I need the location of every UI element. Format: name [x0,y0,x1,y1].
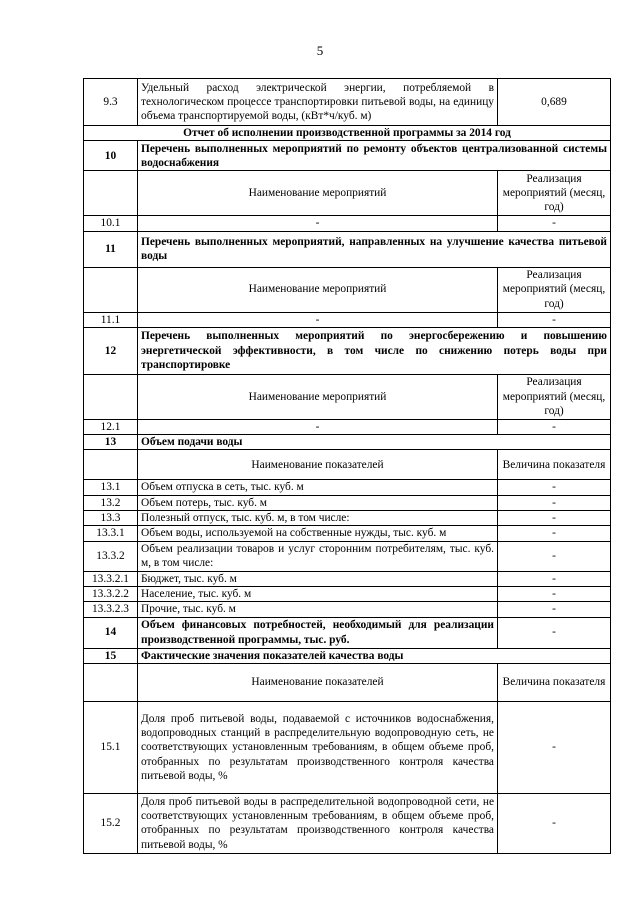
section-row [84,648,611,663]
row-number: 12.1 [84,419,138,434]
row-number: 11.1 [84,312,138,327]
table-row [84,480,611,495]
column-header-value: Реализация мероприятий (месяц, год) [498,374,611,419]
row-text: Доля проб питьевой воды в распределительной водопроводной сети, не соответствующих установленным требованиям, в общем объеме проб, отобранных по результатам производственного контроля качества питьевой воды, % [138,793,498,853]
row-value: - [498,571,611,586]
row-text: Доля проб питьевой воды, подаваемой с источников водоснабжения, водопроводных станций в распределительную водопроводную сеть, не соответствующих установленным требованиям, в общем объеме проб, отобранных по результатам производственного контроля качества питьевой воды, % [138,701,498,793]
row-text: - [138,312,498,327]
row-text: Население, тыс. куб. м [138,586,498,601]
row-value: - [498,793,611,853]
row-text: Прочие, тыс. куб. м [138,602,498,617]
column-header-value: Реализация мероприятий (месяц, год) [498,171,611,216]
column-header-name: Наименование показателей [138,663,498,701]
table-row [84,793,611,853]
row-value: - [498,495,611,510]
empty-cell [84,267,138,312]
row-number: 13.3.2.3 [84,602,138,617]
section-title: Фактические значения показателей качества воды [138,648,611,663]
header-row [84,267,611,312]
header-row [84,171,611,216]
row-value: - [498,480,611,495]
empty-cell [84,663,138,701]
row-number: 15.2 [84,793,138,853]
section-number: 11 [84,231,138,267]
row-value: - [498,586,611,601]
row-value: - [498,419,611,434]
section-number: 10 [84,141,138,171]
row-number: 13.3.1 [84,526,138,541]
table-row [84,419,611,434]
report-title: Отчет об исполнении производственной программы за 2014 год [84,126,611,141]
header-row [84,663,611,701]
table-row [84,511,611,526]
row-number: 13.3.2.1 [84,571,138,586]
row-number: 15.1 [84,701,138,793]
row-value: - [498,701,611,793]
row-value: - [498,526,611,541]
row-value: - [498,602,611,617]
row-value: 0,689 [498,79,611,126]
column-header-name: Наименование показателей [138,450,498,480]
row-text: Объем отпуска в сеть, тыс. куб. м [138,480,498,495]
section-title: Перечень выполненных мероприятий по энергосбережению и повышению энергетической эффективности, в том числе по снижению потерь воды при транспортировке [138,327,611,374]
row-value: - [498,541,611,571]
table-row [84,571,611,586]
section-title-row [84,126,611,141]
column-header-name: Наименование мероприятий [138,374,498,419]
program-report-table [83,78,611,854]
section-row [84,617,611,648]
column-header-name: Наименование мероприятий [138,267,498,312]
row-text: Удельный расход электрической энергии, потребляемой в технологическом процессе транспортировки питьевой воды, на единицу объема транспортируемой воды, (кВт*ч/куб. м) [138,79,498,126]
section-number: 12 [84,327,138,374]
table-row [84,541,611,571]
section-number: 13 [84,435,138,450]
table-row [84,602,611,617]
row-text: Объем воды, используемой на собственные нужды, тыс. куб. м [138,526,498,541]
header-row [84,450,611,480]
row-number: 9.3 [84,79,138,126]
empty-cell [84,450,138,480]
row-number: 13.3.2 [84,541,138,571]
row-number: 13.3 [84,511,138,526]
column-header-value: Реализация мероприятий (месяц, год) [498,267,611,312]
row-value: - [498,312,611,327]
row-text: - [138,419,498,434]
section-title: Объем финансовых потребностей, необходимый для реализации производственной программы, тыс. руб. [138,617,498,648]
table-row [84,79,611,126]
table-row [84,526,611,541]
column-header-value: Величина показателя [498,663,611,701]
row-number: 13.2 [84,495,138,510]
column-header-name: Наименование мероприятий [138,171,498,216]
table-row [84,312,611,327]
row-value: - [498,617,611,648]
row-text: Объем реализации товаров и услуг сторонним потребителям, тыс. куб. м, в том числе: [138,541,498,571]
column-header-value: Величина показателя [498,450,611,480]
table-row [84,216,611,231]
row-text: - [138,216,498,231]
section-row [84,141,611,171]
header-row [84,374,611,419]
row-text: Объем потерь, тыс. куб. м [138,495,498,510]
section-row [84,327,611,374]
table-row [84,586,611,601]
section-number: 15 [84,648,138,663]
row-text: Бюджет, тыс. куб. м [138,571,498,586]
row-number: 13.3.2.2 [84,586,138,601]
section-row [84,231,611,267]
row-value: - [498,216,611,231]
section-number: 14 [84,617,138,648]
section-title: Объем подачи воды [138,435,611,450]
row-number: 10.1 [84,216,138,231]
section-title: Перечень выполненных мероприятий, направленных на улучшение качества питьевой воды [138,231,611,267]
row-value: - [498,511,611,526]
table-row [84,701,611,793]
empty-cell [84,374,138,419]
page-number: 5 [316,43,324,58]
row-text: Полезный отпуск, тыс. куб. м, в том числе: [138,511,498,526]
table-row [84,495,611,510]
section-title: Перечень выполненных мероприятий по ремонту объектов централизованной системы водоснабжения [138,141,611,171]
row-number: 13.1 [84,480,138,495]
section-row [84,435,611,450]
empty-cell [84,171,138,216]
